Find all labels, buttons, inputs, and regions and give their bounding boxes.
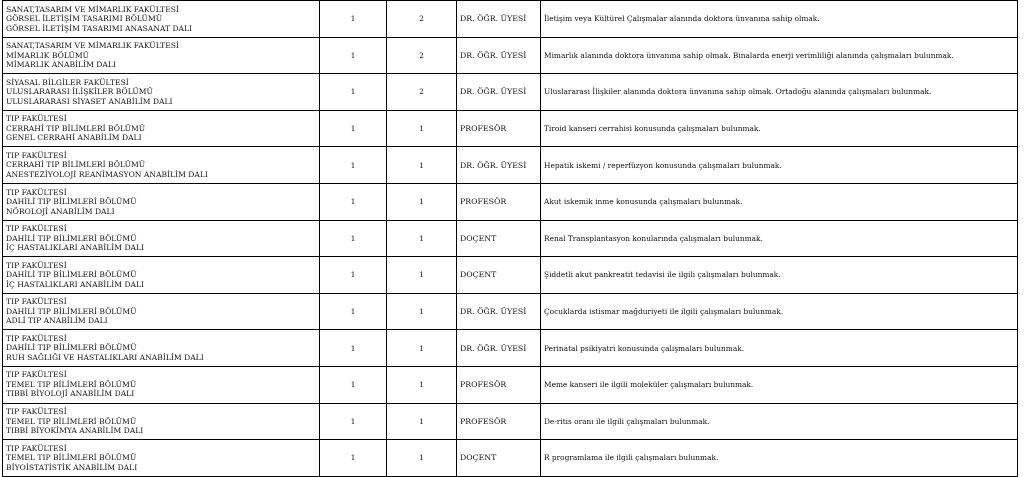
- division-name: BİYOİSTATİSTİK ANABİLİM DALI: [6, 462, 138, 472]
- division-name: ADLİ TIP ANABİLİM DALI: [6, 316, 108, 326]
- department-name: DAHİLİ TIP BİLİMLERİ BÖLÜMÜ: [6, 306, 137, 316]
- academic-rank: DR. ÖĞR. ÜYESİ: [457, 37, 541, 74]
- requirement-text: R programlama ile ilgili çalışmaları bulunmak.: [541, 440, 1018, 477]
- requirement-text: Şiddetli akut pankreatit tedavisi ile ilgili çalışmaları bulunmak.: [541, 257, 1018, 294]
- requirement-text: Uluslararası İlişkiler alanında doktora ünvanına sahip olmak. Ortadoğu alanında çalışmaları bulunmak.: [541, 74, 1018, 111]
- division-name: TIBBİ BİYOKİMYA ANABİLİM DALI: [6, 426, 144, 436]
- position-count: 1: [320, 1, 387, 38]
- department-name: GÖRSEL İLETİŞİM TASARIMI BÖLÜMÜ: [6, 14, 163, 24]
- position-score: 1: [387, 183, 457, 220]
- faculty-name: TIP FAKÜLTESİ: [6, 150, 67, 160]
- requirement-text: Akut iskemik inme konusunda çalışmaları bulunmak.: [541, 183, 1018, 220]
- unit-cell: [3, 257, 320, 294]
- department-name: DAHİLİ TIP BİLİMLERİ BÖLÜMÜ: [6, 197, 137, 207]
- unit-cell: [3, 366, 320, 403]
- table-row: [3, 293, 1018, 330]
- division-name: MİMARLIK ANABİLİM DALI: [6, 60, 116, 70]
- unit-cell: [3, 293, 320, 330]
- unit-cell: [3, 1, 320, 38]
- table-row: [3, 257, 1018, 294]
- faculty-name: SANAT,TASARIM VE MİMARLIK FAKÜLTESİ: [6, 41, 179, 51]
- unit-cell: [3, 330, 320, 367]
- department-name: TEMEL TIP BİLİMLERİ BÖLÜMÜ: [6, 416, 137, 426]
- position-count: 1: [320, 110, 387, 147]
- academic-rank: DR. ÖĞR. ÜYESİ: [457, 293, 541, 330]
- division-name: İÇ HASTALIKLARI ANABİLİM DALI: [6, 243, 145, 253]
- division-name: TIBBİ BİYOLOJİ ANABİLİM DALI: [6, 389, 135, 399]
- division-name: İÇ HASTALIKLARI ANABİLİM DALI: [6, 279, 145, 289]
- unit-cell: [3, 220, 320, 257]
- faculty-name: TIP FAKÜLTESİ: [6, 297, 67, 307]
- position-count: 1: [320, 220, 387, 257]
- department-name: ULUSLARARASI İLİŞKİLER BÖLÜMÜ: [6, 87, 153, 97]
- division-name: RUH SAĞLIĞI VE HASTALIKLARI ANABİLİM DALI: [6, 352, 204, 362]
- requirement-text: Meme kanseri ile ilgili moleküler çalışmaları bulunmak.: [541, 366, 1018, 403]
- requirement-text: İletişim veya Kültürel Çalışmalar alanında doktora ünvanına sahip olmak.: [541, 1, 1018, 38]
- position-count: 1: [320, 37, 387, 74]
- requirement-text: De-ritis oranı ile ilgili çalışmaları bulunmak.: [541, 403, 1018, 440]
- position-count: 1: [320, 183, 387, 220]
- department-name: CERRAHİ TIP BİLİMLERİ BÖLÜMÜ: [6, 123, 146, 133]
- position-score: 2: [387, 1, 457, 38]
- academic-rank: PROFESÖR: [457, 183, 541, 220]
- position-score: 1: [387, 293, 457, 330]
- table-row: [3, 110, 1018, 147]
- table-row: [3, 330, 1018, 367]
- faculty-name: TIP FAKÜLTESİ: [6, 370, 67, 380]
- unit-cell: [3, 440, 320, 477]
- unit-cell: [3, 147, 320, 184]
- table-row: [3, 403, 1018, 440]
- faculty-name: TIP FAKÜLTESİ: [6, 114, 67, 124]
- table-row: [3, 366, 1018, 403]
- faculty-name: TIP FAKÜLTESİ: [6, 260, 67, 270]
- faculty-name: TIP FAKÜLTESİ: [6, 224, 67, 234]
- academic-rank: PROFESÖR: [457, 403, 541, 440]
- position-score: 1: [387, 366, 457, 403]
- requirement-text: Renal Transplantasyon konularında çalışmaları bulunmak.: [541, 220, 1018, 257]
- position-count: 1: [320, 257, 387, 294]
- academic-rank: PROFESÖR: [457, 366, 541, 403]
- position-count: 1: [320, 366, 387, 403]
- position-count: 1: [320, 293, 387, 330]
- unit-cell: [3, 74, 320, 111]
- table-row: [3, 1, 1018, 38]
- position-count: 1: [320, 330, 387, 367]
- position-score: 1: [387, 330, 457, 367]
- department-name: TEMEL TIP BİLİMLERİ BÖLÜMÜ: [6, 453, 137, 463]
- requirement-text: Tiroid kanseri cerrahisi konusunda çalışmaları bulunmak.: [541, 110, 1018, 147]
- academic-rank: DOÇENT: [457, 257, 541, 294]
- academic-rank: PROFESÖR: [457, 110, 541, 147]
- academic-rank: DR. ÖĞR. ÜYESİ: [457, 1, 541, 38]
- department-name: DAHİLİ TIP BİLİMLERİ BÖLÜMÜ: [6, 270, 137, 280]
- requirement-text: Mimarlık alanında doktora ünvanına sahip olmak. Binalarda enerji verimliliği alanında çalışmaları bulunmak.: [541, 37, 1018, 74]
- department-name: DAHİLİ TIP BİLİMLERİ BÖLÜMÜ: [6, 343, 137, 353]
- requirement-text: Çocuklarda istismar mağduriyeti ile ilgili çalışmaları bulunmak.: [541, 293, 1018, 330]
- division-name: NÖROLOJİ ANABİLİM DALI: [6, 206, 115, 216]
- academic-rank: DR. ÖĞR. ÜYESİ: [457, 74, 541, 111]
- position-score: 1: [387, 110, 457, 147]
- positions-table: [2, 0, 1018, 477]
- faculty-name: TIP FAKÜLTESİ: [6, 333, 67, 343]
- division-name: ANESTEZİYOLOJİ REANİMASYON ANABİLİM DALI: [6, 169, 208, 179]
- academic-rank: DR. ÖĞR. ÜYESİ: [457, 147, 541, 184]
- position-score: 1: [387, 257, 457, 294]
- academic-rank: DOÇENT: [457, 440, 541, 477]
- position-count: 1: [320, 147, 387, 184]
- table-row: [3, 74, 1018, 111]
- unit-cell: [3, 183, 320, 220]
- table-row: [3, 440, 1018, 477]
- academic-rank: DR. ÖĞR. ÜYESİ: [457, 330, 541, 367]
- position-score: 2: [387, 37, 457, 74]
- department-name: DAHİLİ TIP BİLİMLERİ BÖLÜMÜ: [6, 233, 137, 243]
- department-name: TEMEL TIP BİLİMLERİ BÖLÜMÜ: [6, 379, 137, 389]
- requirement-text: Hepatik iskemi / reperfüzyon konusunda çalışmaları bulunmak.: [541, 147, 1018, 184]
- position-score: 1: [387, 403, 457, 440]
- unit-cell: [3, 110, 320, 147]
- department-name: CERRAHİ TIP BİLİMLERİ BÖLÜMÜ: [6, 160, 146, 170]
- position-count: 1: [320, 403, 387, 440]
- position-count: 1: [320, 74, 387, 111]
- unit-cell: [3, 403, 320, 440]
- position-score: 1: [387, 220, 457, 257]
- table-row: [3, 220, 1018, 257]
- division-name: GENEL CERRAHİ ANABİLİM DALI: [6, 133, 142, 143]
- department-name: MİMARLIK BÖLÜMÜ: [6, 50, 90, 60]
- table-row: [3, 37, 1018, 74]
- faculty-name: SANAT,TASARIM VE MİMARLIK FAKÜLTESİ: [6, 4, 179, 14]
- faculty-name: TIP FAKÜLTESİ: [6, 187, 67, 197]
- table-row: [3, 147, 1018, 184]
- position-count: 1: [320, 440, 387, 477]
- faculty-name: SİYASAL BİLGİLER FAKÜLTESİ: [6, 77, 129, 87]
- faculty-name: TIP FAKÜLTESİ: [6, 443, 67, 453]
- division-name: ULUSLARARASI SİYASET ANABİLİM DALI: [6, 96, 173, 106]
- table-row: [3, 183, 1018, 220]
- division-name: GÖRSEL İLETİŞİM TASARIMI ANASANAT DALI: [6, 23, 193, 33]
- position-score: 2: [387, 74, 457, 111]
- unit-cell: [3, 37, 320, 74]
- positions-table-body: [3, 1, 1018, 477]
- position-score: 1: [387, 440, 457, 477]
- position-score: 1: [387, 147, 457, 184]
- academic-rank: DOÇENT: [457, 220, 541, 257]
- faculty-name: TIP FAKÜLTESİ: [6, 407, 67, 417]
- requirement-text: Perinatal psikiyatri konusunda çalışmaları bulunmak.: [541, 330, 1018, 367]
